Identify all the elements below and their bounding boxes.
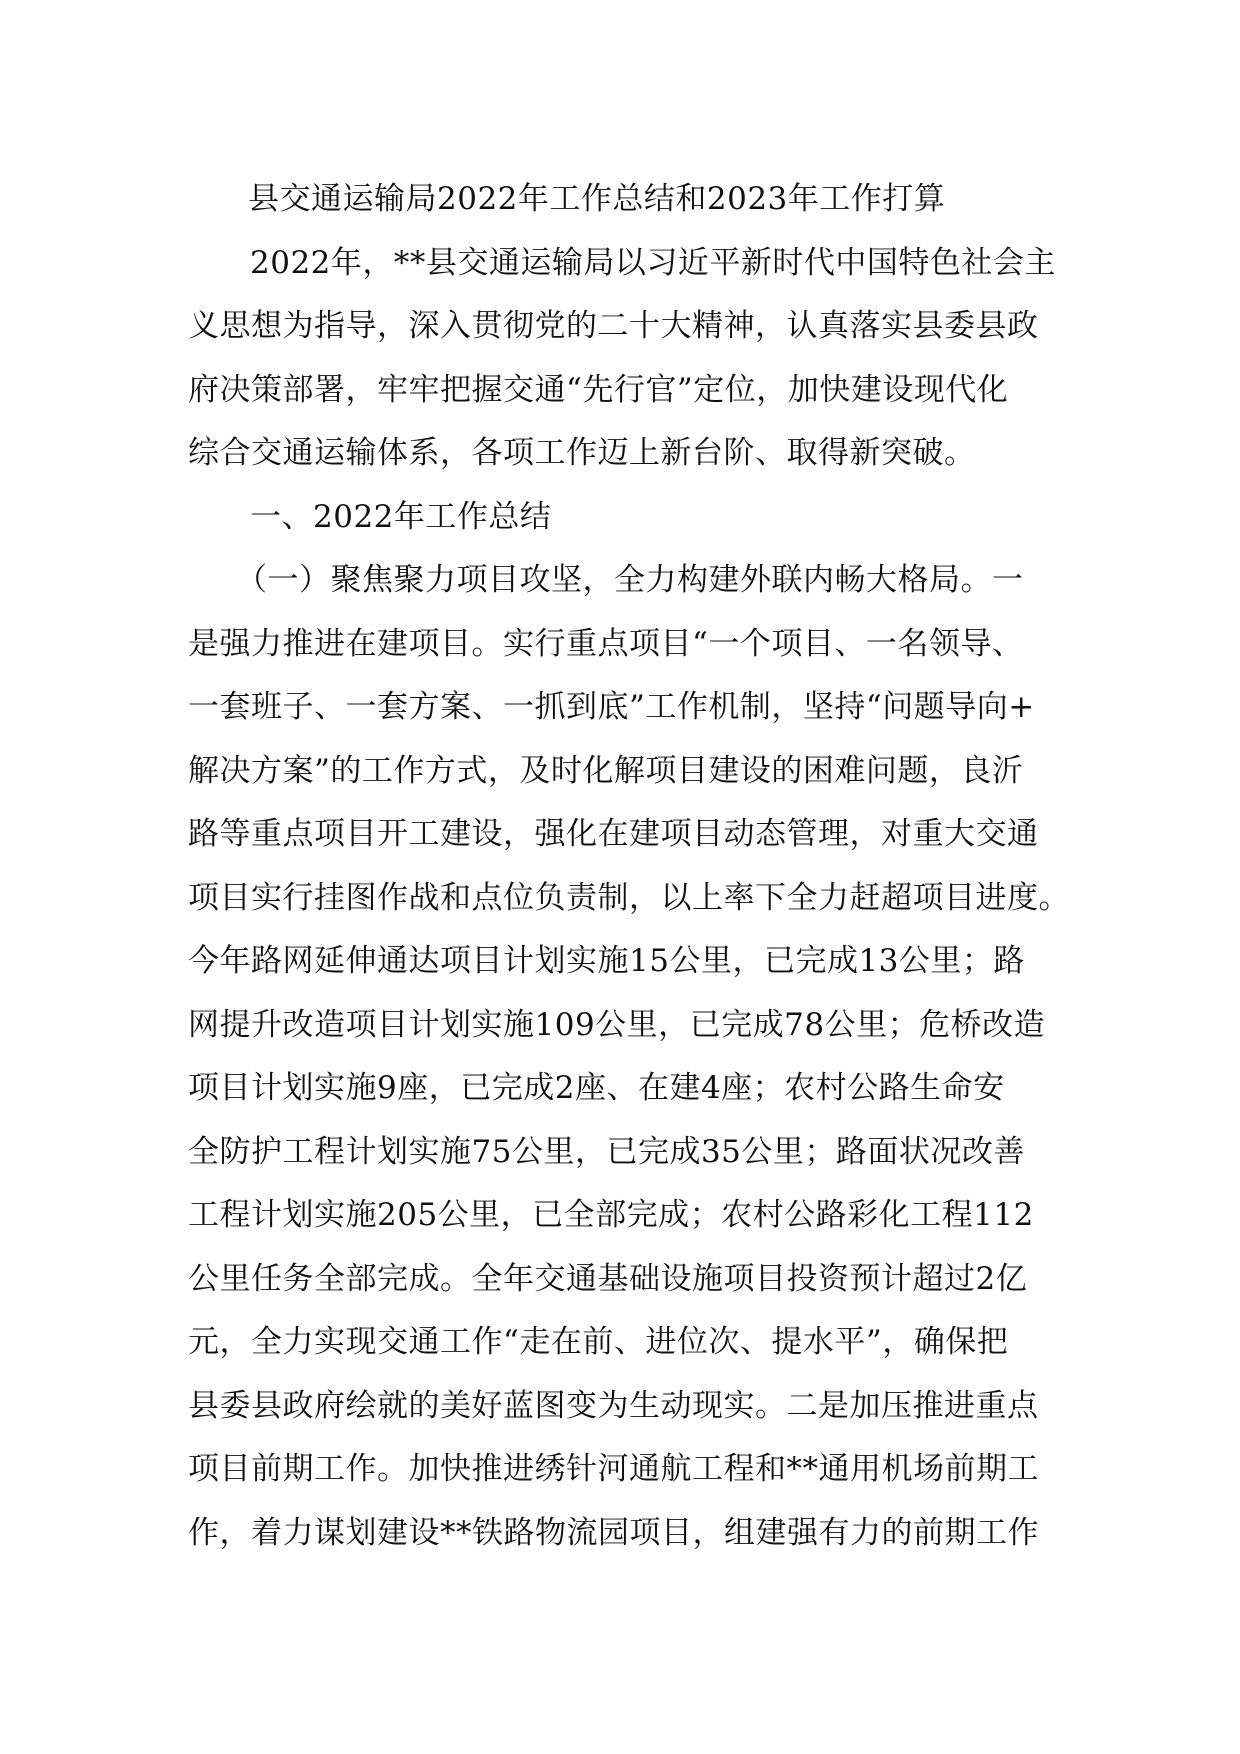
body-line: （一）聚焦聚力项目攻坚，全力构建外联内畅大格局。一	[236, 562, 1024, 598]
section-heading: 一、2022年工作总结	[250, 498, 552, 535]
body-line: 全防护工程计划实施75公里，已完成35公里；路面状况改善	[188, 1133, 1025, 1170]
body-line: 网提升改造项目计划实施109公里，已完成78公里；危桥改造	[188, 1006, 1046, 1043]
body-line: 路等重点项目开工建设，强化在建项目动态管理，对重大交通	[188, 816, 1039, 852]
body-line: 公里任务全部完成。全年交通基础设施项目投资预计超过2亿	[188, 1260, 1028, 1297]
intro-line: 义思想为指导，深入贯彻党的二十大精神，认真落实县委县政	[188, 308, 1039, 344]
intro-line: 综合交通运输体系，各项工作迈上新台阶、取得新突破。	[188, 435, 976, 471]
body-line: 项目实行挂图作战和点位负责制，以上率下全力赶超项目进度。	[188, 879, 1070, 916]
body-line: 项目计划实施9座，已完成2座、在建4座；农村公路生命安	[188, 1070, 1005, 1106]
body-line: 是强力推进在建项目。实行重点项目“一个项目、一名领导、	[188, 625, 1024, 662]
body-line: 解决方案”的工作方式，及时化解项目建设的困难问题，良沂	[188, 752, 1024, 789]
body-line: 作，着力谋划建设**铁路物流园项目，组建强有力的前期工作	[188, 1514, 1039, 1551]
section-paragraph	[188, 549, 1070, 1565]
body-line: 工程计划实施205公里，已全部完成；农村公路彩化工程112	[188, 1197, 1034, 1233]
intro-line: 2022年，**县交通运输局以习近平新时代中国特色社会主	[250, 244, 1056, 281]
document-body	[188, 168, 1070, 1565]
document-title: 县交通运输局2022年工作总结和2023年工作打算	[248, 181, 946, 217]
intro-line: 府决策部署，牢牢把握交通“先行官”定位，加快建设现代化	[188, 371, 1009, 408]
body-line: 元，全力实现交通工作“走在前、进位次、提水平”，确保把	[188, 1324, 1009, 1360]
body-line: 一套班子、一套方案、一抓到底”工作机制，坚持“问题导向+	[188, 689, 1035, 725]
body-line: 项目前期工作。加快推进绣针河通航工程和**通用机场前期工	[188, 1451, 1039, 1487]
body-line: 今年路网延伸通达项目计划实施15公里，已完成13公里；路	[188, 943, 1025, 979]
body-line: 县委县政府绘就的美好蓝图变为生动现实。二是加压推进重点	[188, 1387, 1039, 1424]
intro-paragraph	[188, 232, 1060, 486]
